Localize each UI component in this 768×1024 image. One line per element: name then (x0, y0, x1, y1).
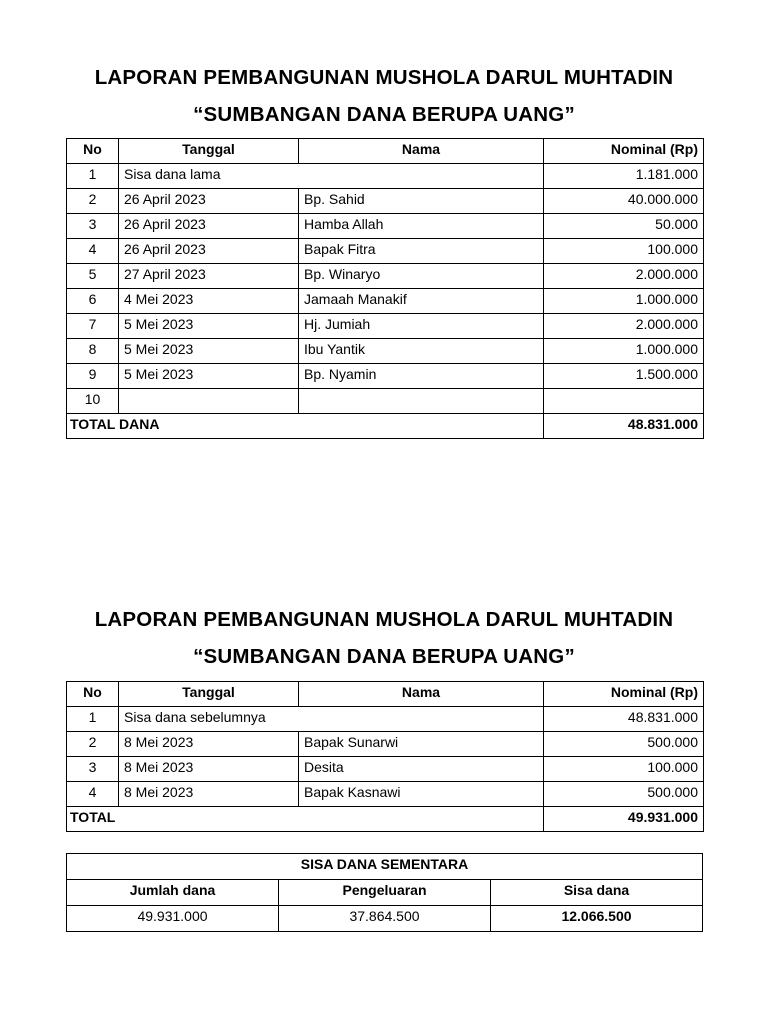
cell-no: 3 (67, 757, 119, 782)
total-value: 49.931.000 (544, 807, 704, 832)
cell-nama: Bp. Sahid (299, 189, 544, 214)
remaining-funds-title: SISA DANA SEMENTARA (67, 854, 703, 880)
cell-tanggal: 5 Mei 2023 (119, 339, 299, 364)
report-title: LAPORAN PEMBANGUNAN MUSHOLA DARUL MUHTADIN (94, 608, 674, 631)
cell-tanggal: 5 Mei 2023 (119, 364, 299, 389)
column-header-tanggal: Tanggal (119, 139, 299, 164)
table-row (67, 389, 704, 414)
cell-nama: Hamba Allah (299, 214, 544, 239)
total-row (67, 807, 704, 832)
cell-tanggal: 27 April 2023 (119, 264, 299, 289)
table-row (67, 757, 704, 782)
cell-tanggal: 4 Mei 2023 (119, 289, 299, 314)
cell-tanggal: 5 Mei 2023 (119, 314, 299, 339)
table-header-row (67, 139, 704, 164)
total-value: 48.831.000 (544, 414, 704, 439)
cell-nama: Desita (299, 757, 544, 782)
cell-nominal: 50.000 (544, 214, 704, 239)
cell-nama: Hj. Jumiah (299, 314, 544, 339)
cell-description: Sisa dana lama (119, 164, 544, 189)
cell-no: 2 (67, 732, 119, 757)
cell-nominal: 2.000.000 (544, 264, 704, 289)
cell-no: 4 (67, 239, 119, 264)
column-header-nominal: Nominal (Rp) (544, 682, 704, 707)
column-header-no: No (67, 682, 119, 707)
report-subtitle: “SUMBANGAN DANA BERUPA UANG” (193, 645, 575, 668)
report-subtitle: “SUMBANGAN DANA BERUPA UANG” (193, 103, 575, 126)
column-header-no: No (67, 139, 119, 164)
cell-no: 10 (67, 389, 119, 414)
donation-table (66, 681, 704, 832)
cell-sisa-dana: 12.066.500 (491, 906, 703, 932)
donation-table (66, 138, 704, 439)
column-header-pengeluaran: Pengeluaran (279, 880, 491, 906)
cell-jumlah-dana: 49.931.000 (67, 906, 279, 932)
table-row (67, 707, 704, 732)
cell-nominal: 40.000.000 (544, 189, 704, 214)
cell-tanggal: 26 April 2023 (119, 214, 299, 239)
cell-nama: Bapak Fitra (299, 239, 544, 264)
column-header-nama: Nama (299, 139, 544, 164)
table-row (67, 339, 704, 364)
table-row (67, 164, 704, 189)
table-row (67, 732, 704, 757)
cell-no: 6 (67, 289, 119, 314)
table-row (67, 314, 704, 339)
table-row (67, 289, 704, 314)
cell-nominal: 500.000 (544, 782, 704, 807)
cell-nama: Bp. Winaryo (299, 264, 544, 289)
table-row (67, 782, 704, 807)
table-row (67, 189, 704, 214)
column-header-nominal: Nominal (Rp) (544, 139, 704, 164)
cell-nama: Jamaah Manakif (299, 289, 544, 314)
cell-no: 2 (67, 189, 119, 214)
total-label: TOTAL (67, 807, 544, 832)
cell-description: Sisa dana sebelumnya (119, 707, 544, 732)
cell-nama: Bapak Kasnawi (299, 782, 544, 807)
cell-no: 8 (67, 339, 119, 364)
cell-nama: Bp. Nyamin (299, 364, 544, 389)
cell-no: 1 (67, 164, 119, 189)
cell-tanggal (119, 389, 299, 414)
cell-no: 4 (67, 782, 119, 807)
cell-tanggal: 26 April 2023 (119, 239, 299, 264)
cell-nominal: 1.000.000 (544, 289, 704, 314)
cell-nominal (544, 389, 704, 414)
cell-nama: Bapak Sunarwi (299, 732, 544, 757)
cell-nominal: 1.500.000 (544, 364, 704, 389)
table-row (67, 906, 703, 932)
remaining-funds-table (66, 853, 703, 932)
table-row (67, 264, 704, 289)
table-row (67, 214, 704, 239)
cell-tanggal: 26 April 2023 (119, 189, 299, 214)
cell-pengeluaran: 37.864.500 (279, 906, 491, 932)
report-title: LAPORAN PEMBANGUNAN MUSHOLA DARUL MUHTADIN (94, 66, 674, 89)
table-row (67, 364, 704, 389)
cell-nama (299, 389, 544, 414)
cell-nominal: 500.000 (544, 732, 704, 757)
cell-no: 9 (67, 364, 119, 389)
total-row (67, 414, 704, 439)
cell-tanggal: 8 Mei 2023 (119, 757, 299, 782)
cell-nominal: 100.000 (544, 239, 704, 264)
cell-tanggal: 8 Mei 2023 (119, 782, 299, 807)
cell-no: 5 (67, 264, 119, 289)
column-header-tanggal: Tanggal (119, 682, 299, 707)
cell-no: 3 (67, 214, 119, 239)
cell-nominal: 1.181.000 (544, 164, 704, 189)
column-header-jumlah-dana: Jumlah dana (67, 880, 279, 906)
table-header-row (67, 682, 704, 707)
total-label: TOTAL DANA (67, 414, 544, 439)
column-header-nama: Nama (299, 682, 544, 707)
cell-nominal: 2.000.000 (544, 314, 704, 339)
table-row (67, 239, 704, 264)
column-header-sisa-dana: Sisa dana (491, 880, 703, 906)
cell-nominal: 100.000 (544, 757, 704, 782)
remaining-funds-title-row (67, 854, 703, 880)
cell-nominal: 1.000.000 (544, 339, 704, 364)
cell-tanggal: 8 Mei 2023 (119, 732, 299, 757)
cell-no: 1 (67, 707, 119, 732)
table-header-row (67, 880, 703, 906)
cell-no: 7 (67, 314, 119, 339)
cell-nominal: 48.831.000 (544, 707, 704, 732)
cell-nama: Ibu Yantik (299, 339, 544, 364)
